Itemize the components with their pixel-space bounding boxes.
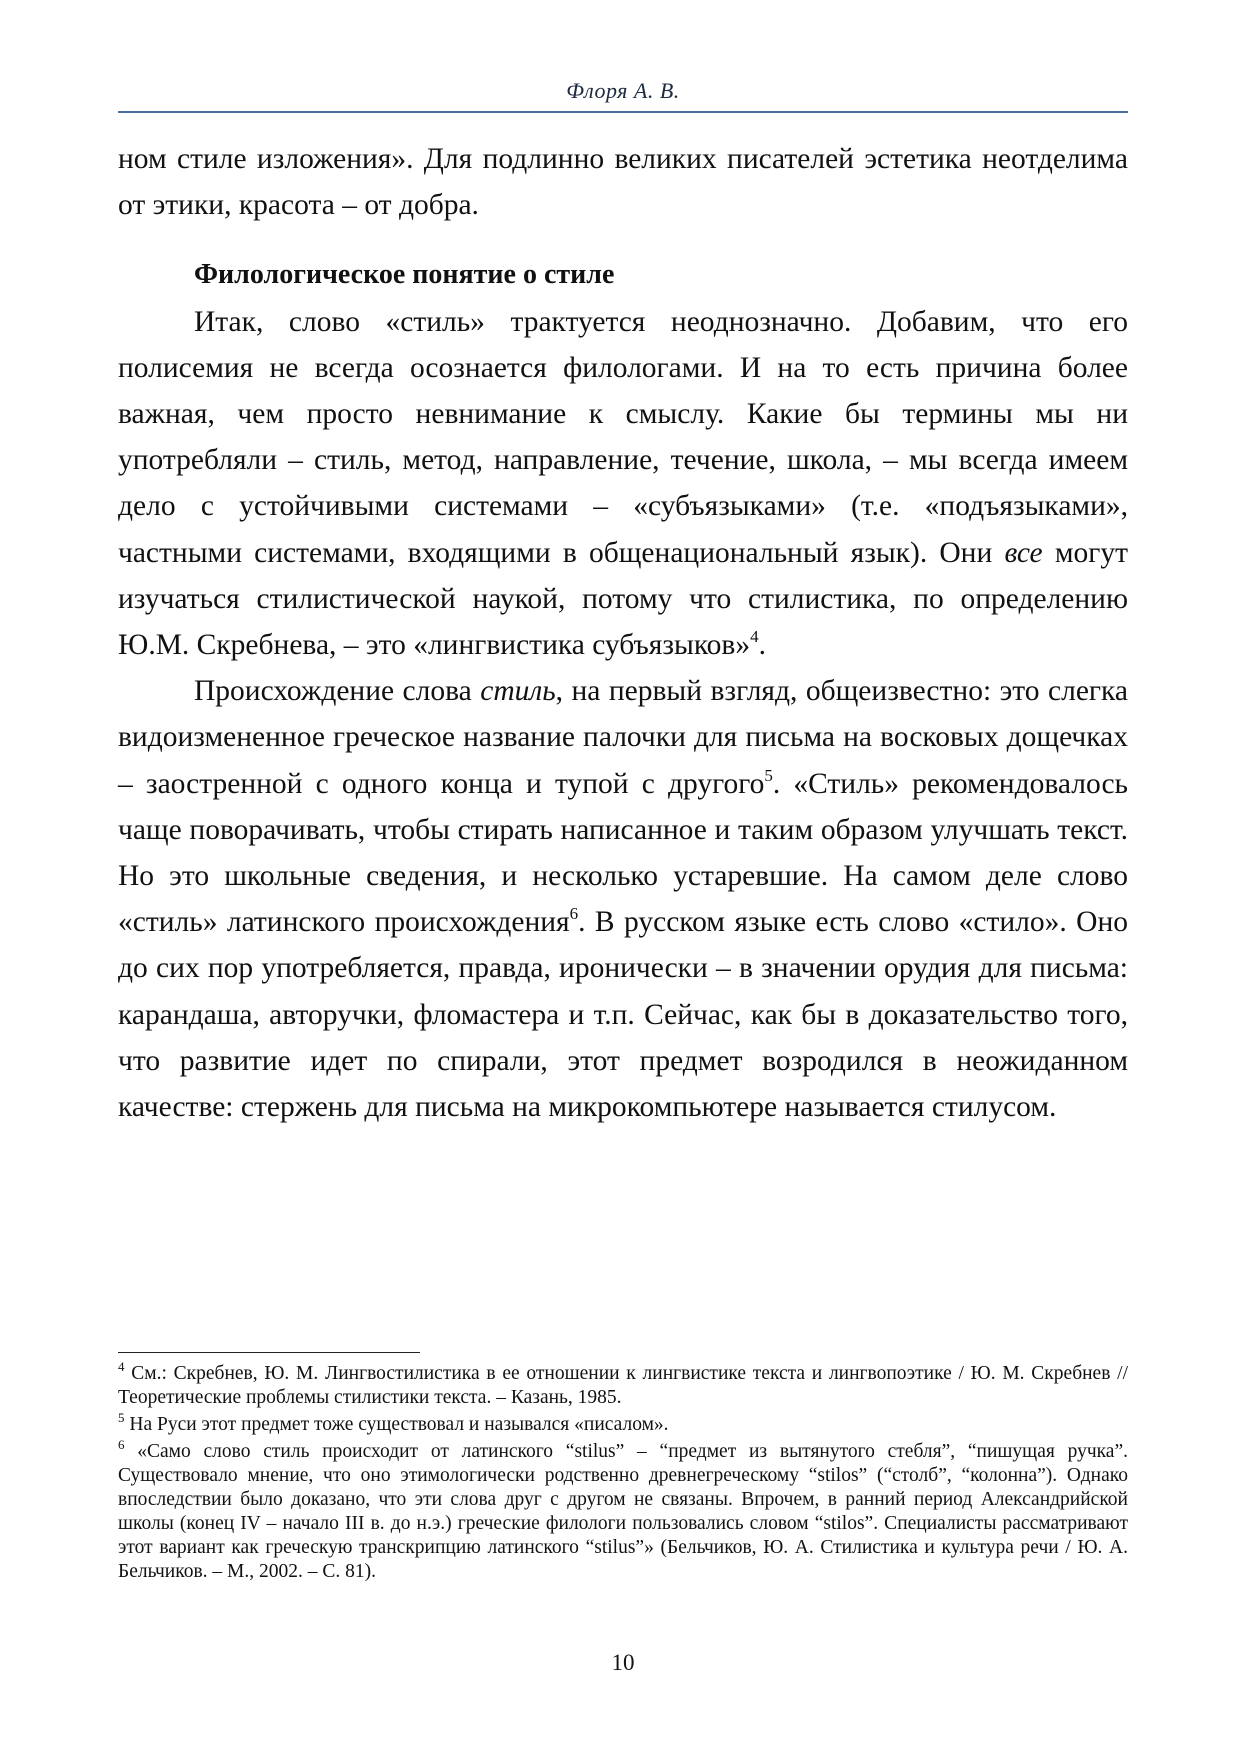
paragraph-text: Итак, слово «стиль» трактуется неоднозначно. Добавим, что его полисемия не всегда осознается филологами. И на то есть причина более важная, чем просто невнимание к смыслу. Какие бы термины мы ни употребляли – стиль, метод, направление, течение, школа, – мы всегда имеем дело с устойчивыми системами – «субъязыками» (т.е. «подъязыками», частными системами, входящими в общенациональный язык). Они xyxy=(118,305,1128,569)
paragraph-text: могут изучаться стилистической наукой, потому что стилистика, по определению Ю.М. Скребнева, – это «лингвистика субъязыков» xyxy=(118,536,1128,662)
paragraph-text: , на первый взгляд, общеизвестно: это слегка видоизмененное греческое название палочки для письма на восковых дощечках – заостренной с одного конца и тупой с другого xyxy=(118,675,1128,800)
footnote-5 xyxy=(118,1410,1128,1437)
footnote-4 xyxy=(118,1359,1128,1410)
paragraph-text: . «Стиль» рекомендовалось чаще поворачивать, чтобы стирать написанное и таким образом улучшать текст. Но это школьные сведения, и несколько устаревшие. На самом деле слово «стиль» латинского происхождения xyxy=(118,767,1128,939)
footnote-6 xyxy=(118,1437,1128,1584)
page-number: 10 xyxy=(611,1650,635,1675)
footnote-ref-5[interactable]: 5 xyxy=(764,765,773,785)
footnote-ref-6[interactable]: 6 xyxy=(569,904,579,924)
paragraph-text: Происхождение слова xyxy=(194,675,481,708)
footnote-number: 6 xyxy=(118,1437,125,1452)
section-heading: Филологическое понятие о стиле xyxy=(194,259,615,291)
footnote-text: «Само слово стиль происходит от латинского “stilus” – “предмет из вытянутого стебля”, “пишущая ручка”. Существовало мнение, что оно этимологически родственно древнегреческому “stilos” (“столб”, “колонна”). Однако впоследствии было доказано, что эти слова друг с другом не связаны. Впрочем, в ранний период Александрийской школы (конец IV – начало III в. до н.э.) греческие филологи пользовались словом “stilos”. Специалисты рассматривают этот вариант как греческую транскрипцию латинского “stilus”» (Бельчиков, Ю. А. Стилистика и культура речи / Ю. А. Бельчиков. – М., 2002. – С. 81). xyxy=(118,1441,1128,1582)
emphasis-text: стиль xyxy=(480,675,556,708)
footnote-text: На Руси этот предмет тоже существовал и назывался «писалом». xyxy=(124,1414,669,1435)
paragraph-stil-origin xyxy=(118,668,1128,1130)
emphasis-text: все xyxy=(1004,536,1043,569)
footnote-text: См.: Скребнев, Ю. М. Лингвостилистика в ее отношении к лингвистике текста и лингвопоэтике / Ю. М. Скребнев // Теоретические проблемы стилистики текста. – Казань, 1985. xyxy=(118,1363,1128,1408)
header-divider xyxy=(118,111,1128,113)
paragraph-stil-polysemy xyxy=(118,299,1128,669)
footnotes xyxy=(118,1359,1128,1587)
paragraph-continuation: ном стиле изложения». Для подлинно великих писателей эстетика неотделима от этики, красота – от добра. xyxy=(118,143,1128,222)
footnote-number: 4 xyxy=(118,1359,125,1374)
footnote-divider xyxy=(118,1352,420,1353)
body-text xyxy=(118,136,1128,1130)
paragraph-text: . В русском языке есть слово «стило». Оно до сих пор употребляется, правда, иронически – в значении орудия для письма: карандаша, авторучки, фломастера и т.п. Сейчас, как бы в доказательство того, что развитие идет по спирали, этот предмет возродился в неожиданном качестве: стержень для письма на микрокомпьютере называется стилусом. xyxy=(118,906,1128,1124)
footnote-ref-4[interactable]: 4 xyxy=(750,627,759,647)
paragraph-text: . xyxy=(758,629,766,662)
footnote-number: 5 xyxy=(118,1410,125,1425)
running-header: Флоря А. В. xyxy=(566,78,680,103)
